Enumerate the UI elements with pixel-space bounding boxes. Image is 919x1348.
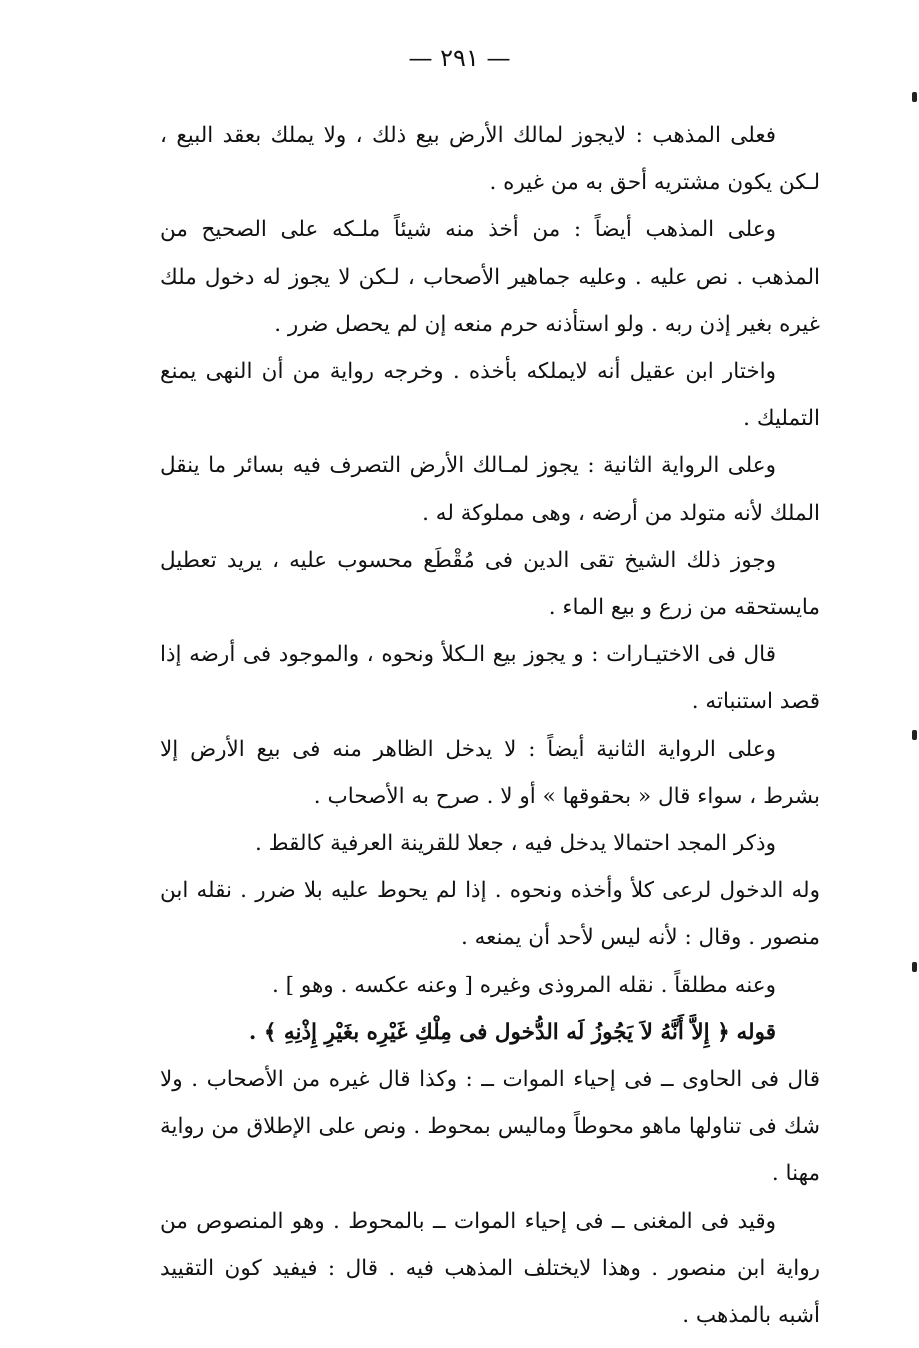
margin-mark-top xyxy=(912,92,917,102)
paragraph-11-quran-quote xyxy=(160,1009,820,1056)
paragraph-9: وله الدخول لرعى كلأ وأخذه ونحوه . إذا لم يحوط عليه بلا ضرر . نقله ابن منصور . وقال : لأنه ليس لأحد أن يمنعه . xyxy=(160,878,820,951)
paragraph-13: وقيد فى المغنى ــ فى إحياء الموات ــ بالمحوط . وهو المنصوص من رواية ابن منصور . وهذا لايختلف المذهب فيه . قال : فيفيد كون التقييد أشبه بالمذهب . xyxy=(160,1208,820,1329)
page-number: — ٢٩١ — xyxy=(408,44,511,72)
paragraph-7: وعلى الرواية الثانية أيضاً : لا يدخل الظاهر منه فى بيع الأرض إلا بشرط ، سواء قال « بحقوقها » أو لا . صرح به الأصحاب . xyxy=(160,736,820,809)
paragraph-12: قال فى الحاوى ــ فى إحياء الموات ــ : وكذا قال غيره من الأصحاب . ولا شك فى تناولها ماهو محوطاً وماليس بمحوط . ونص على الإطلاق من رواية مهنا . xyxy=(160,1067,820,1187)
margin-mark-middle xyxy=(912,730,917,740)
paragraph-4: وعلى الرواية الثانية : يجوز لمـالك الأرض التصرف فيه بسائر ما ينقل الملك لأنه متولد من أرضه ، وهى مملوكة له . xyxy=(160,453,820,526)
paragraph-5: وجوز ذلك الشيخ تقى الدين فى مُقْطَع محسوب عليه ، يريد تعطيل مايستحقه من زرع و بيع الماء . xyxy=(160,547,820,621)
paragraph-1: فعلى المذهب : لايجوز لمالك الأرض بيع ذلك ، ولا يملك بعقد البيع ، لـكن يكون مشتريه أحق به من غيره . xyxy=(160,123,820,196)
body-text xyxy=(160,112,820,1339)
paragraph-10: وعنه مطلقاً . نقله المروذى وغيره [ وعنه عكسه . وهو ] . xyxy=(271,972,776,998)
paragraph-6: قال فى الاختيـارات : و يجوز بيع الـكلأ ونحوه ، والموجود فى أرضه إذا قصد استنباته . xyxy=(160,642,820,715)
paragraph-3: واختار ابن عقيل أنه لايملكه بأخذه . وخرجه رواية من أن النهى يمنع التمليك . xyxy=(160,359,820,432)
quran-verse: ﴿ إِلاَّ أَنَّهُ لاَ يَجُوزُ لَه الدُّخول فى مِلْكِ غَيْرِه بغَيْرِ إِذْنِهِ ﴾ . xyxy=(248,1019,730,1045)
paragraph-2: وعلى المذهب أيضاً : من أخذ منه شيئاً ملـكه على الصحيح من المذهب . نص عليه . وعليه جماهير الأصحاب ، لـكن لا يجوز له دخول ملك غيره بغير إذن ربه . ولو استأذنه حرم منعه إن لم يحصل ضرر . xyxy=(160,217,820,337)
paragraph-8: وذكر المجد احتمالا يدخل فيه ، جعلا للقرينة العرفية كالقط . xyxy=(255,831,776,857)
margin-mark-lower xyxy=(912,962,917,972)
quote-prefix: قوله xyxy=(736,1019,776,1045)
